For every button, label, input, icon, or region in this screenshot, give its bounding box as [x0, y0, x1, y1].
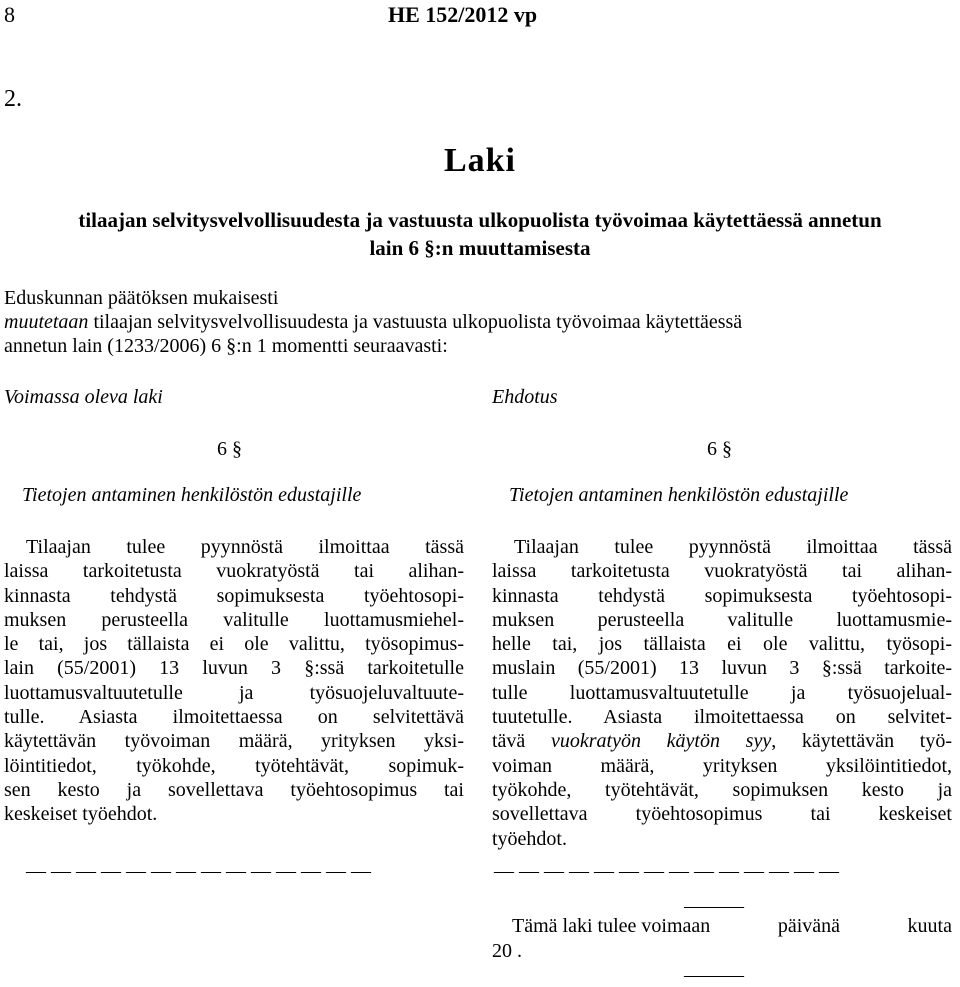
text-line: sovellettava työehtosopimus tai keskeiset [492, 803, 952, 826]
text-fragment: , käytettävän työ- [771, 730, 952, 753]
law-title: Laki [443, 142, 517, 179]
text-line: laissa tarkoitetusta vuokratyöstä tai alihan- [4, 560, 464, 583]
right-omission-dashes: — — — — — — — — — — — — — — [494, 860, 839, 882]
text-line: le tai, jos tällaista ei ole valittu, työsopimus- [4, 633, 464, 656]
text-line-with-emphasis [492, 729, 952, 753]
right-column-text [492, 535, 952, 851]
text-line: löintitiedot, työkohde, työtehtävät, sopimuk- [4, 754, 464, 777]
intro-line-2-rest: tilaajan selvitysvelvollisuudesta ja vastuusta ulkopuolista työvoimaa käytettäessä [88, 311, 743, 333]
entry-into-force-line [512, 915, 952, 938]
separator-dash-bottom: ——— [684, 964, 744, 986]
document-id: HE 152/2012 vp [388, 2, 538, 27]
text-line: muksen perusteella valitulle luottamusmiehel- [4, 608, 464, 631]
left-section-title: Tietojen antaminen henkilöstön edustajille [22, 484, 362, 506]
right-section-number: 6 § [707, 438, 732, 460]
text-line: kinnasta tehdystä sopimuksesta työehtosopi- [4, 584, 464, 607]
text-line: laissa tarkoitetusta vuokratyöstä tai alihan- [492, 560, 952, 583]
text-line: tulle. Asiasta ilmoitettaessa on selvitettävä [4, 706, 464, 729]
intro-line-3: annetun lain (1233/2006) 6 §:n 1 momentti seuraavasti: [4, 335, 448, 357]
left-section-number: 6 § [217, 438, 242, 460]
text-line: keskeiset työehdot. [4, 803, 158, 826]
law-subtitle-line-2: lain 6 §:n muuttamisesta [369, 236, 591, 260]
intro-line-2 [4, 311, 742, 334]
separator-dash-top: ——— [684, 895, 744, 917]
closing-word: Tämä laki tulee voimaan [512, 915, 711, 937]
text-line: lain (55/2001) 13 luvun 3 §:ssä tarkoitetulle [4, 657, 464, 680]
closing-word: päivänä [777, 915, 840, 937]
text-fragment: tävä [492, 730, 552, 753]
text-line: käytettävän työvoiman määrä, yrityksen yksi- [4, 730, 464, 753]
text-line: Tilaajan tulee pyynnöstä ilmoittaa tässä [514, 536, 952, 558]
intro-emphasis: muutetaan [4, 311, 89, 333]
text-line: luottamusvaltuutetulle ja työsuojeluvaltuute- [4, 681, 464, 704]
closing-word: kuuta [907, 915, 952, 937]
page-number: 8 [4, 2, 15, 27]
left-omission-dashes: — — — — — — — — — — — — — — [26, 860, 371, 882]
text-line: tulle luottamusvaltuutetulle ja työsuojelual- [492, 681, 952, 704]
text-line: työehdot. [492, 827, 567, 850]
text-line: muslain (55/2001) 13 luvun 3 §:ssä tarkoite- [492, 657, 952, 680]
text-line: helle tai, jos tällaista ei ole valittu, työsopi- [492, 633, 952, 656]
left-column-text [4, 535, 464, 827]
law-subtitle-line-1: tilaajan selvitysvelvollisuudesta ja vastuusta ulkopuolista työvoimaa käytettäessä annetun [78, 208, 882, 232]
text-line: sen kesto ja sovellettava työehtosopimus tai [4, 778, 464, 801]
text-line: työkohde, työtehtävät, sopimuksen kesto ja [492, 778, 952, 801]
section-number: 2. [4, 86, 22, 112]
text-line: Tilaajan tulee pyynnöstä ilmoittaa tässä [26, 536, 464, 558]
left-column-heading: Voimassa oleva laki [4, 386, 163, 408]
right-section-title: Tietojen antaminen henkilöstön edustajille [509, 484, 849, 506]
text-line: muksen perusteella valitulle luottamusmie- [492, 608, 952, 631]
text-line: voiman määrä, yrityksen yksilöintitiedot, [492, 754, 952, 777]
entry-into-force-year: 20 . [492, 940, 522, 962]
text-line: tuutetulle. Asiasta ilmoitettaessa on selvitet- [492, 706, 952, 729]
right-column-heading: Ehdotus [492, 386, 558, 408]
text-line: kinnasta tehdystä sopimuksesta työehtosopi- [492, 584, 952, 607]
amended-emphasis: vuokratyön käytön syy [551, 730, 772, 753]
intro-line-1: Eduskunnan päätöksen mukaisesti [4, 287, 279, 309]
